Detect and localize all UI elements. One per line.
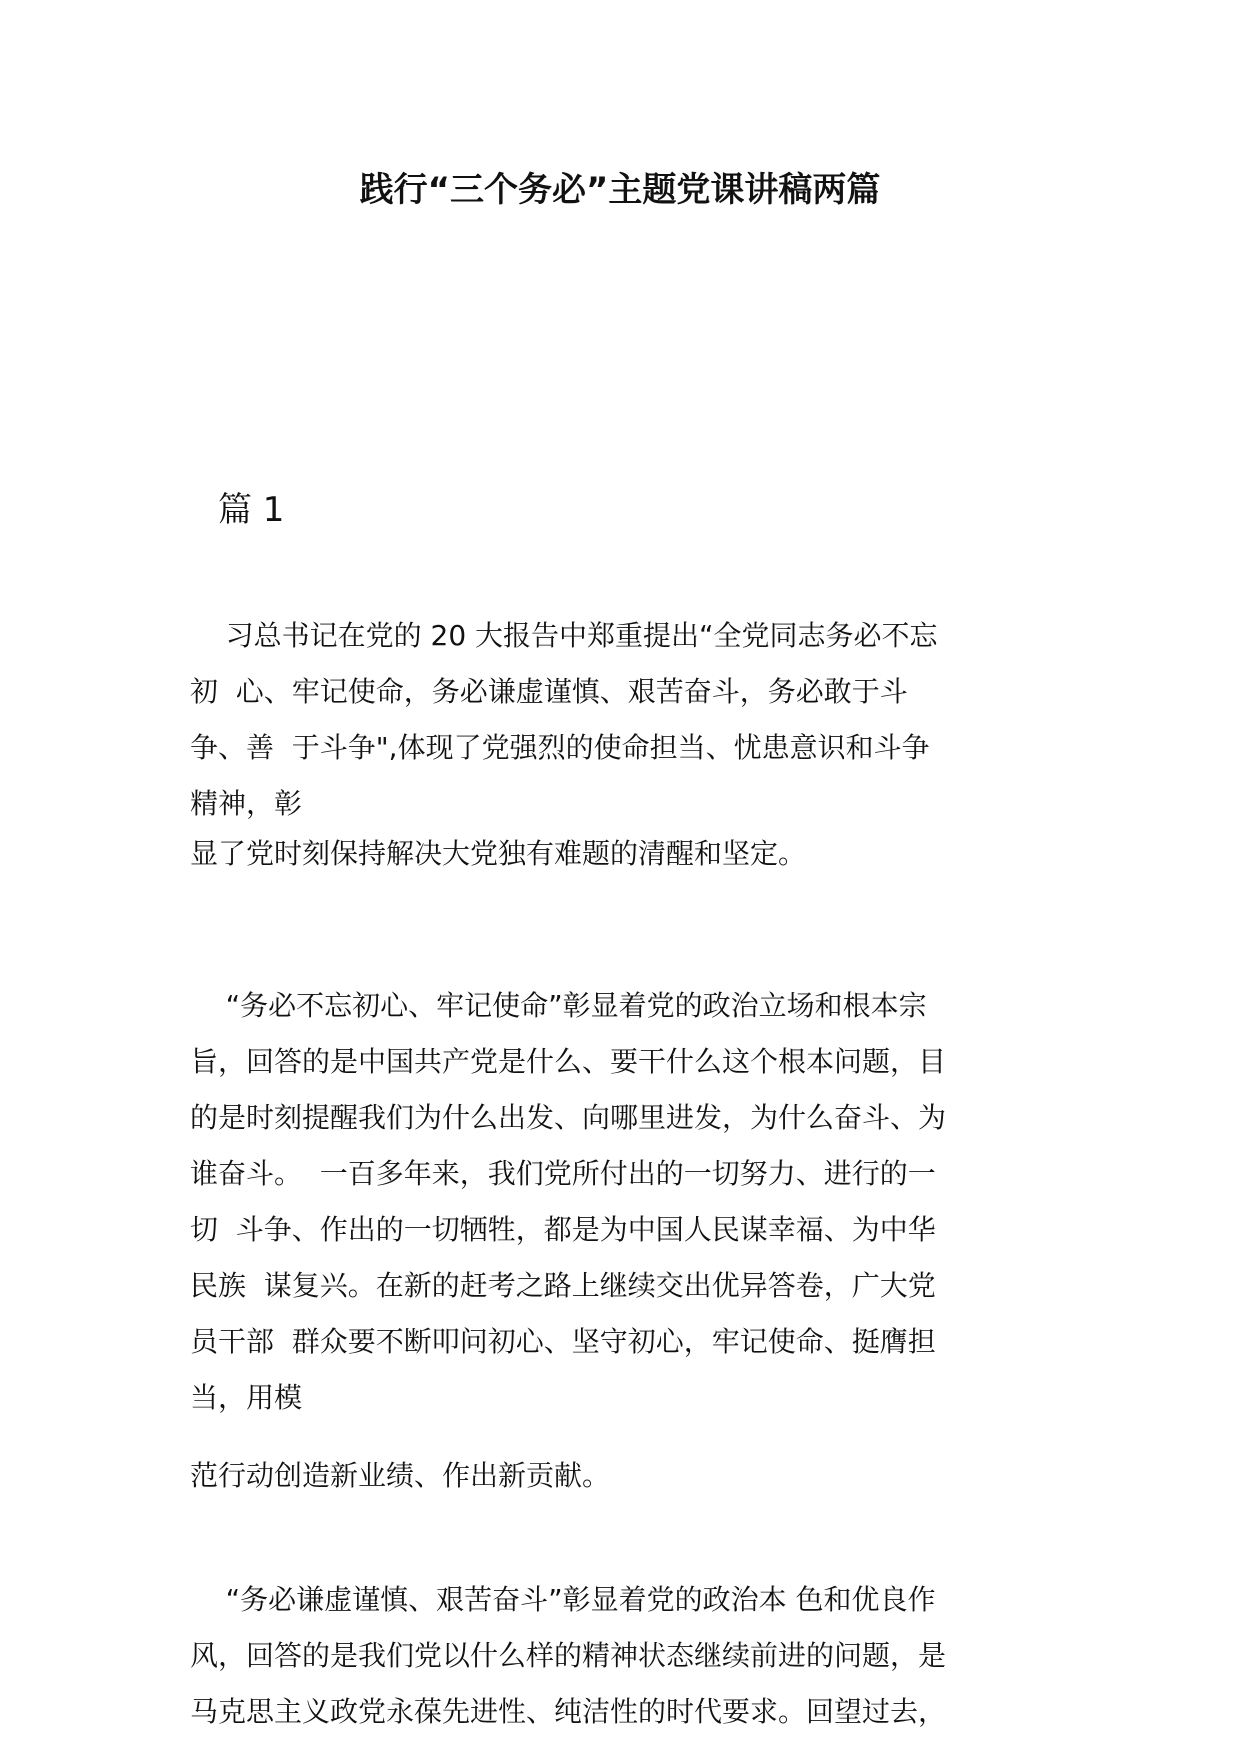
text-line: 的是时刻提醒我们为什么出发、向哪里进发，为什么奋斗、为: [190, 1101, 947, 1134]
text-line: 精神，彰: [190, 787, 303, 820]
text-line: “务必不忘初心、牢记使命”彰显着党的政治立场和根本宗: [190, 989, 927, 1022]
text-line: 民族 谋复兴。在新的赶考之路上继续交出优异答卷，广大党: [190, 1269, 936, 1302]
paragraph: [190, 826, 1050, 882]
text-line: 风，回答的是我们党以什么样的精神状态继续前进的问题，是: [190, 1639, 947, 1672]
text-line: 习总书记在党的 20 大报告中郑重提出“全党同志务必不忘: [190, 619, 938, 652]
text-line: 员干部 群众要不断叩问初心、坚守初心，牢记使命、挺膺担: [190, 1325, 936, 1358]
section-heading: 篇 1: [218, 490, 285, 530]
text-line: 范行动创造新业绩、作出新贡献。: [190, 1459, 611, 1492]
text-line: 马克思主义政党永葆先进性、纯洁性的时代要求。回望过去，: [190, 1695, 947, 1728]
paragraph: [190, 1448, 1050, 1504]
text-line: “务必谦虚谨慎、艰苦奋斗”彰显着党的政治本 色和优良作: [190, 1583, 936, 1616]
paragraph: [190, 978, 1050, 1426]
text-line: 初 心、牢记使命，务必谦虚谨慎、艰苦奋斗，务必敢于斗: [190, 675, 908, 708]
text-line: 当，用模: [190, 1381, 303, 1414]
paragraph: [190, 608, 1050, 832]
text-line: 显了党时刻保持解决大党独有难题的清醒和坚定。: [190, 837, 807, 870]
text-line: 争、善 于斗争",体现了党强烈的使命担当、忧患意识和斗争: [190, 731, 930, 764]
text-line: 谁奋斗。 一百多年来，我们党所付出的一切努力、进行的一: [190, 1157, 936, 1190]
paragraph: [190, 1572, 1050, 1740]
text-line: 旨，回答的是中国共产党是什么、要干什么这个根本问题，目: [190, 1045, 947, 1078]
page-title: 践行“三个务必”主题党课讲稿两篇: [359, 170, 881, 210]
text-line: 切 斗争、作出的一切牺牲，都是为中国人民谋幸福、为中华: [190, 1213, 936, 1246]
